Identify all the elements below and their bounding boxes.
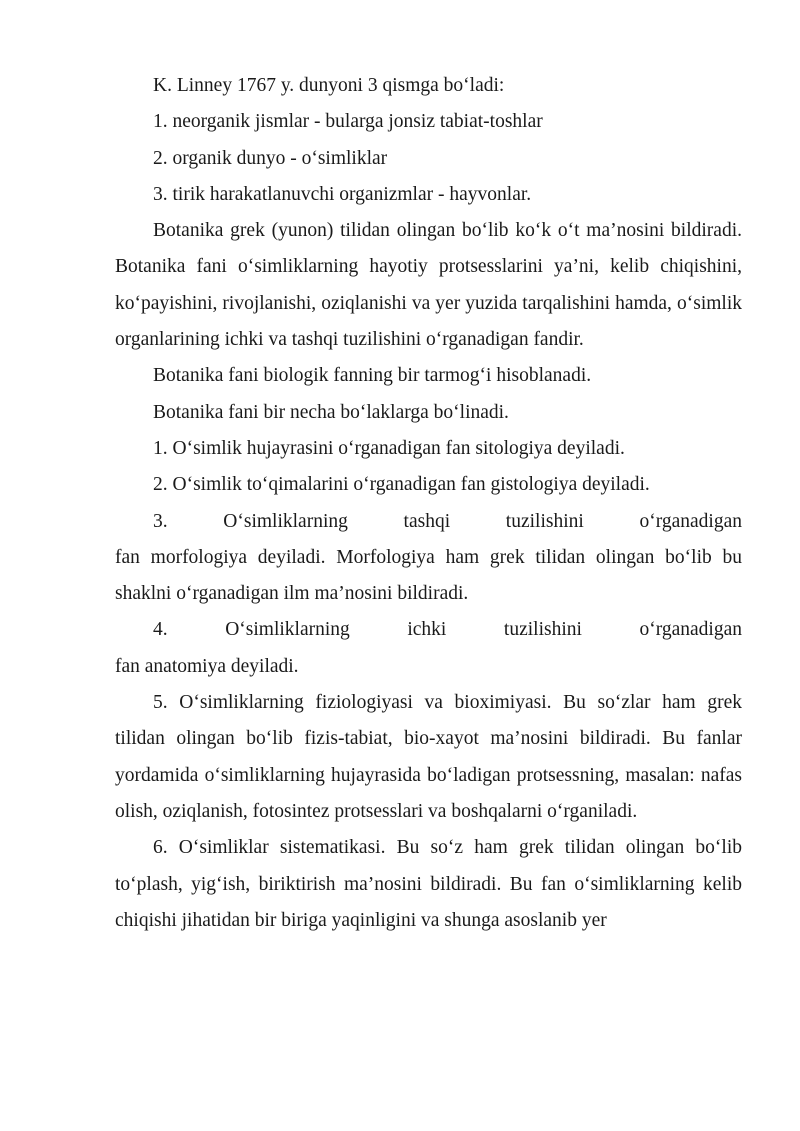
paragraph-anatomy: fan anatomiya deyiladi. [115, 655, 299, 677]
paragraph-morphology: fan morfologiya deyiladi. Morfologiya ham grek tilidan olingan bo‘lib bu shaklni o‘rganadigan ilm ma’nosini bildiradi. [115, 546, 742, 605]
paragraph-linney: K. Linney 1767 y. dunyoni 3 qismga bo‘ladi: [153, 75, 505, 96]
list-item-systematics: 6. O‘simliklar sistematikasi. Bu so‘z ham grek tilidan olingan bo‘lib to‘plash, yig‘ish, biriktirish ma’nosini bildiradi. Bu fan o‘simliklarning kelib chiqishi jihatidan bir biriga yaqinligini va shunga asoslanib yer [115, 837, 742, 931]
list-item-morphology-heading: 3. O‘simliklarning tashqi tuzilishini o‘rganadigan [153, 510, 742, 532]
list-item-living: 3. tirik harakatlanuvchi organizmlar - hayvonlar. [153, 183, 532, 205]
list-item-cytology: 1. O‘simlik hujayrasini o‘rganadigan fan sitologiya deyiladi. [153, 437, 625, 459]
list-item-anatomy-heading: 4. O‘simliklarning ichki tuzilishini o‘rganadigan [153, 619, 742, 641]
paragraph-botanika-definition: Botanika grek (yunon) tilidan olingan bo‘lib ko‘k o‘t ma’nosini bildiradi. Botanika fani o‘simliklarning hayotiy protsesslarini ya’ni, kelib chiqishini, ko‘payishini, rivojlanishi, oziqlanishi va yer yuzida tarqalishini hamda, o‘simlik organlarining ichki va tashqi tuzilishini o‘rganadigan fandir. [115, 220, 742, 351]
list-item-organic: 2. organik dunyo - o‘simliklar [153, 147, 388, 169]
list-item-physiology: 5. O‘simliklarning fiziologiyasi va bioximiyasi. Bu so‘zlar ham grek tilidan olingan bo‘lib fizis-tabiat, bio-xayot ma’nosini bildiradi. Bu fanlar yordamida o‘simliklarning hujayrasida bo‘ladigan protsessning, masalan: nafas olish, oziqlanish, fotosintez protsesslari va boshqalarni o‘rganiladi. [115, 692, 742, 822]
document-body [115, 68, 742, 939]
list-item-histology: 2. O‘simlik to‘qimalarini o‘rganadigan fan gistologiya deyiladi. [153, 474, 650, 496]
paragraph-divisions: Botanika fani bir necha bo‘laklarga bo‘linadi. [153, 401, 509, 423]
list-item-inorganic: 1. neorganik jismlar - bularga jonsiz tabiat-toshlar [153, 111, 543, 133]
paragraph-biology-branch: Botanika fani biologik fanning bir tarmog‘i hisoblanadi. [153, 365, 592, 387]
